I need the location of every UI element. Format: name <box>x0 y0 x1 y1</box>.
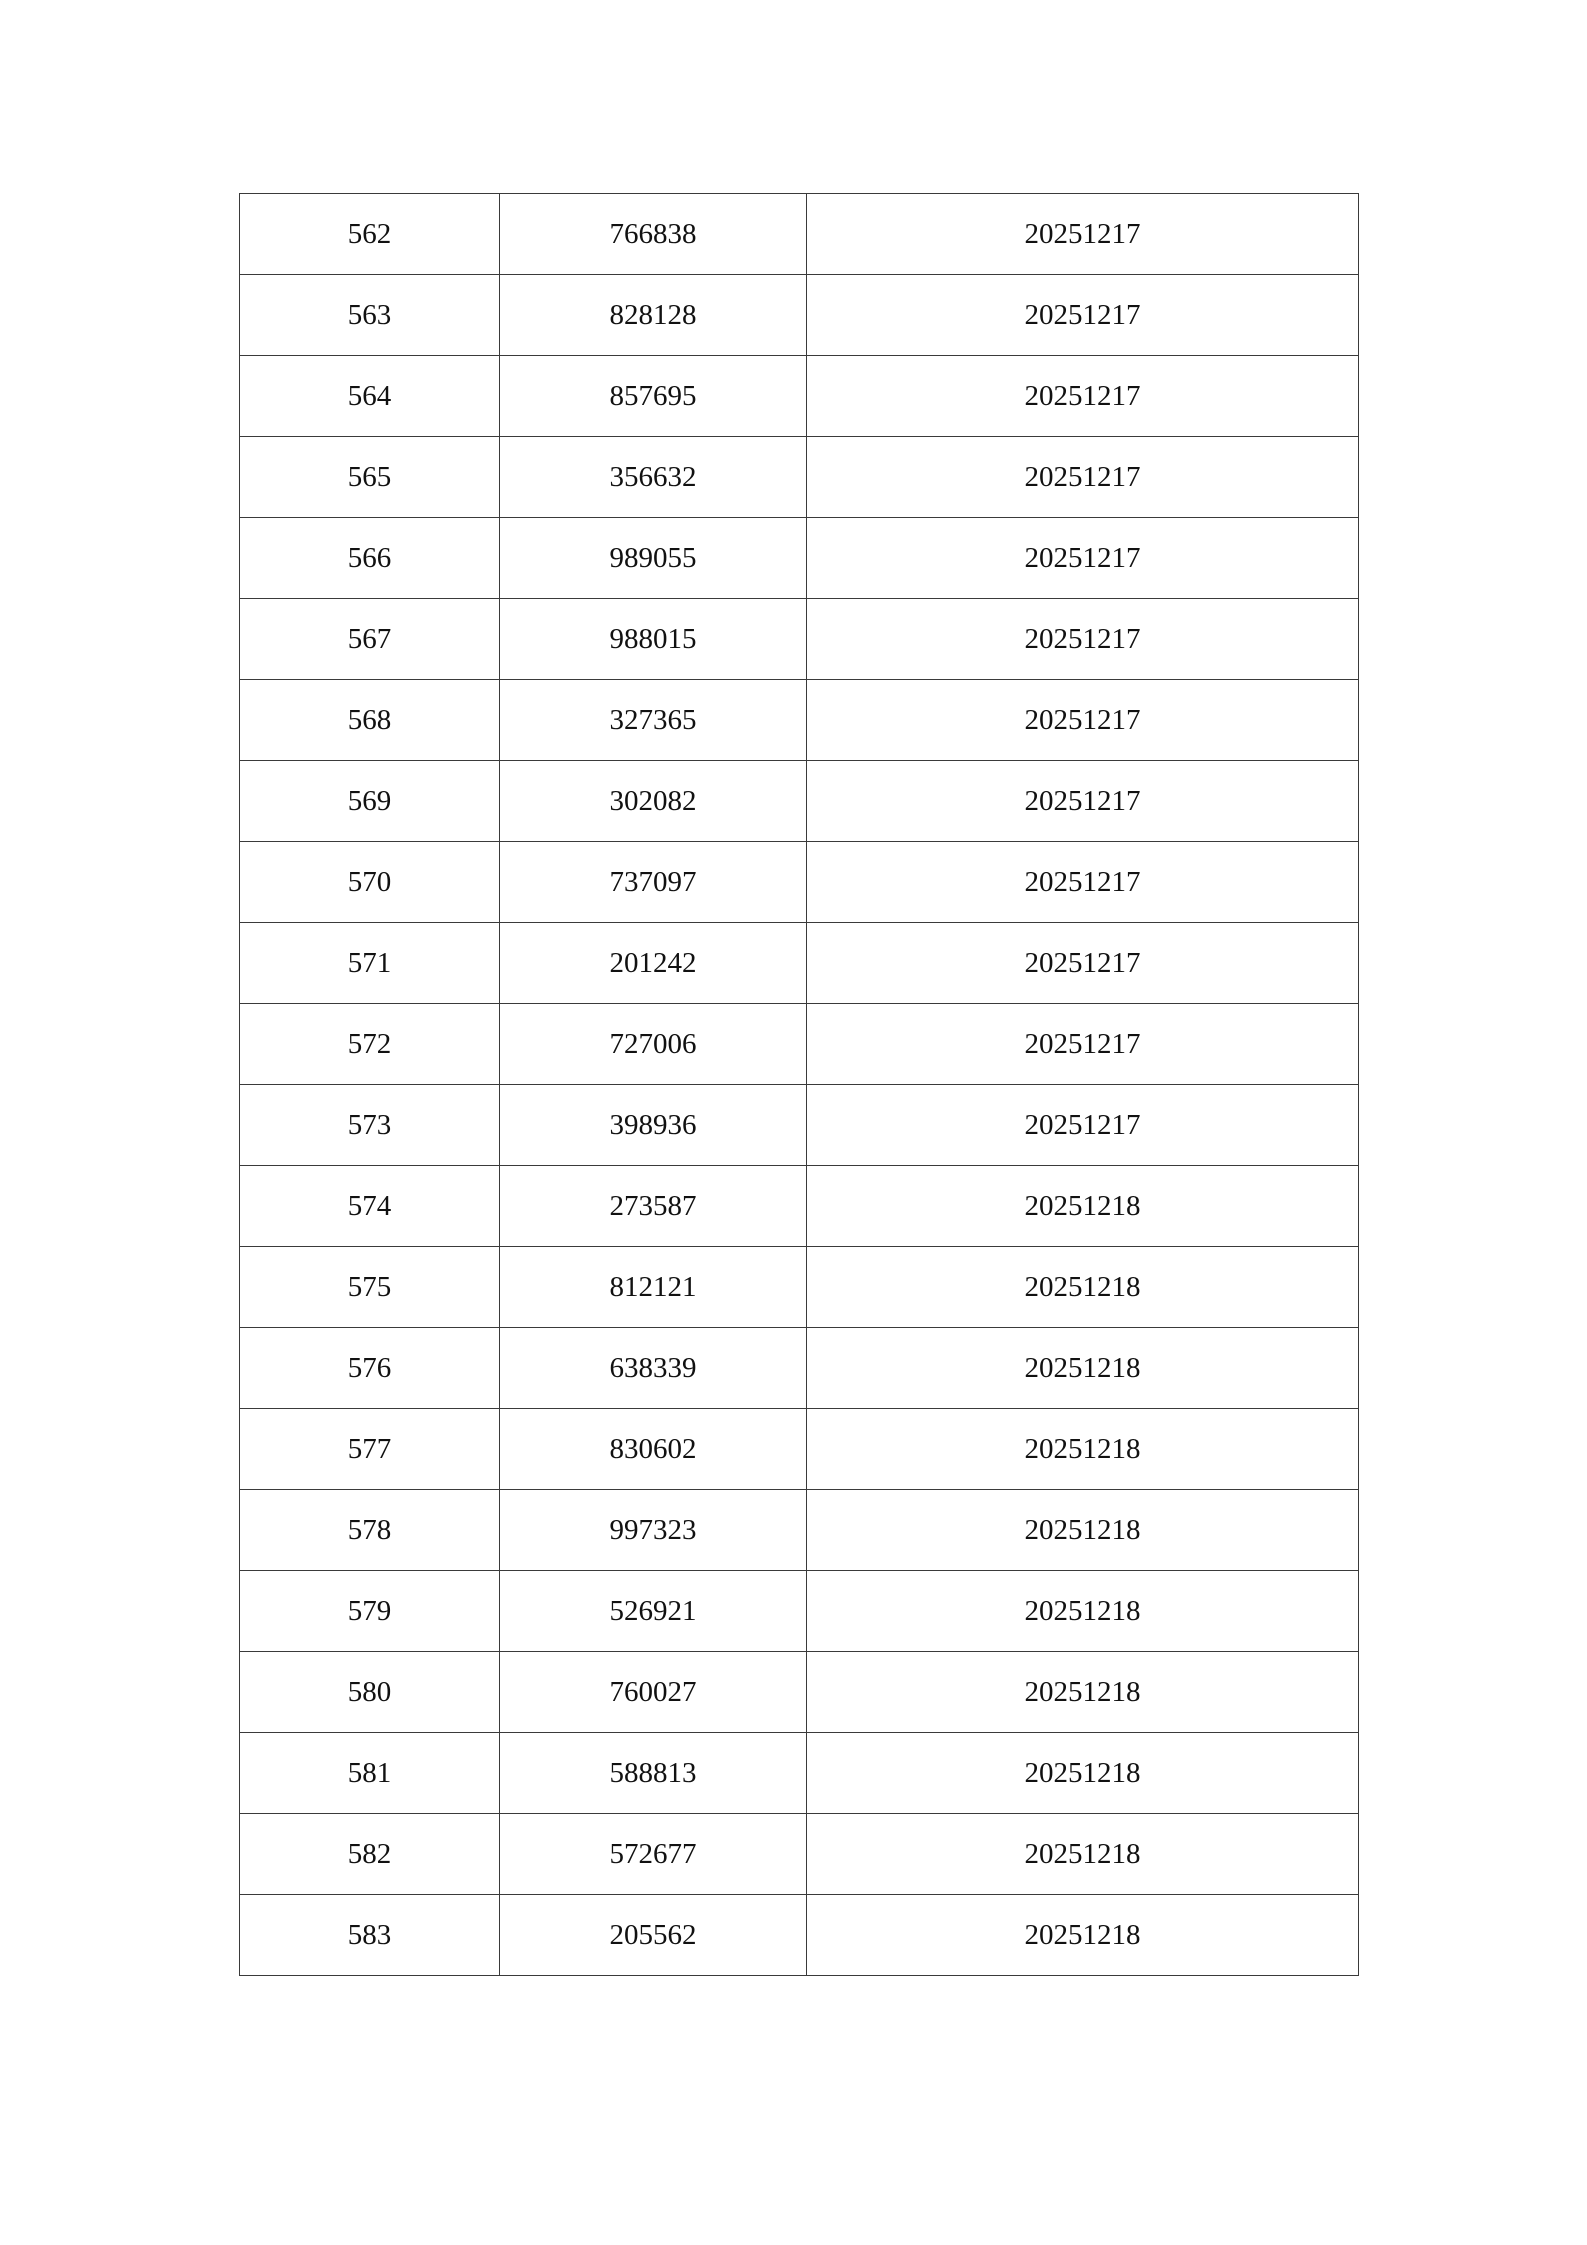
row-number-cell: 570 <box>240 842 500 923</box>
code-cell: 830602 <box>500 1409 807 1490</box>
data-table <box>239 193 1359 1976</box>
table-row <box>240 1247 1359 1328</box>
code-cell: 588813 <box>500 1733 807 1814</box>
date-cell: 20251217 <box>807 761 1359 842</box>
table-row <box>240 1409 1359 1490</box>
row-number-cell: 572 <box>240 1004 500 1085</box>
code-cell: 812121 <box>500 1247 807 1328</box>
date-cell: 20251217 <box>807 680 1359 761</box>
code-cell: 302082 <box>500 761 807 842</box>
row-number-cell: 582 <box>240 1814 500 1895</box>
table-row <box>240 1328 1359 1409</box>
code-cell: 205562 <box>500 1895 807 1976</box>
table-row <box>240 1652 1359 1733</box>
date-cell: 20251218 <box>807 1814 1359 1895</box>
table-row <box>240 1733 1359 1814</box>
row-number-cell: 574 <box>240 1166 500 1247</box>
date-cell: 20251218 <box>807 1652 1359 1733</box>
row-number-cell: 581 <box>240 1733 500 1814</box>
date-cell: 20251218 <box>807 1328 1359 1409</box>
row-number-cell: 567 <box>240 599 500 680</box>
code-cell: 737097 <box>500 842 807 923</box>
code-cell: 766838 <box>500 194 807 275</box>
date-cell: 20251217 <box>807 356 1359 437</box>
date-cell: 20251218 <box>807 1490 1359 1571</box>
row-number-cell: 575 <box>240 1247 500 1328</box>
date-cell: 20251218 <box>807 1571 1359 1652</box>
code-cell: 273587 <box>500 1166 807 1247</box>
code-cell: 727006 <box>500 1004 807 1085</box>
code-cell: 857695 <box>500 356 807 437</box>
row-number-cell: 573 <box>240 1085 500 1166</box>
table-row <box>240 1085 1359 1166</box>
row-number-cell: 580 <box>240 1652 500 1733</box>
table-row <box>240 761 1359 842</box>
row-number-cell: 576 <box>240 1328 500 1409</box>
code-cell: 398936 <box>500 1085 807 1166</box>
date-cell: 20251217 <box>807 599 1359 680</box>
row-number-cell: 562 <box>240 194 500 275</box>
code-cell: 572677 <box>500 1814 807 1895</box>
table-row <box>240 1166 1359 1247</box>
table-row <box>240 1895 1359 1976</box>
date-cell: 20251218 <box>807 1733 1359 1814</box>
row-number-cell: 569 <box>240 761 500 842</box>
row-number-cell: 563 <box>240 275 500 356</box>
code-cell: 997323 <box>500 1490 807 1571</box>
row-number-cell: 568 <box>240 680 500 761</box>
date-cell: 20251217 <box>807 437 1359 518</box>
code-cell: 526921 <box>500 1571 807 1652</box>
code-cell: 828128 <box>500 275 807 356</box>
code-cell: 760027 <box>500 1652 807 1733</box>
table-row <box>240 518 1359 599</box>
table-row <box>240 1004 1359 1085</box>
date-cell: 20251218 <box>807 1247 1359 1328</box>
row-number-cell: 583 <box>240 1895 500 1976</box>
row-number-cell: 579 <box>240 1571 500 1652</box>
table-row <box>240 356 1359 437</box>
table-row <box>240 842 1359 923</box>
row-number-cell: 566 <box>240 518 500 599</box>
table-row <box>240 680 1359 761</box>
table-row <box>240 437 1359 518</box>
code-cell: 327365 <box>500 680 807 761</box>
code-cell: 201242 <box>500 923 807 1004</box>
table-row <box>240 1814 1359 1895</box>
row-number-cell: 571 <box>240 923 500 1004</box>
date-cell: 20251217 <box>807 194 1359 275</box>
date-cell: 20251218 <box>807 1166 1359 1247</box>
date-cell: 20251217 <box>807 1004 1359 1085</box>
date-cell: 20251217 <box>807 842 1359 923</box>
date-cell: 20251217 <box>807 1085 1359 1166</box>
table-body <box>240 194 1359 1976</box>
date-cell: 20251217 <box>807 923 1359 1004</box>
table-row <box>240 1571 1359 1652</box>
table-row <box>240 194 1359 275</box>
date-cell: 20251218 <box>807 1409 1359 1490</box>
code-cell: 989055 <box>500 518 807 599</box>
date-cell: 20251217 <box>807 518 1359 599</box>
code-cell: 638339 <box>500 1328 807 1409</box>
table-row <box>240 599 1359 680</box>
table-row <box>240 923 1359 1004</box>
row-number-cell: 578 <box>240 1490 500 1571</box>
table-row <box>240 1490 1359 1571</box>
row-number-cell: 565 <box>240 437 500 518</box>
row-number-cell: 577 <box>240 1409 500 1490</box>
code-cell: 988015 <box>500 599 807 680</box>
date-cell: 20251218 <box>807 1895 1359 1976</box>
date-cell: 20251217 <box>807 275 1359 356</box>
table-row <box>240 275 1359 356</box>
row-number-cell: 564 <box>240 356 500 437</box>
code-cell: 356632 <box>500 437 807 518</box>
